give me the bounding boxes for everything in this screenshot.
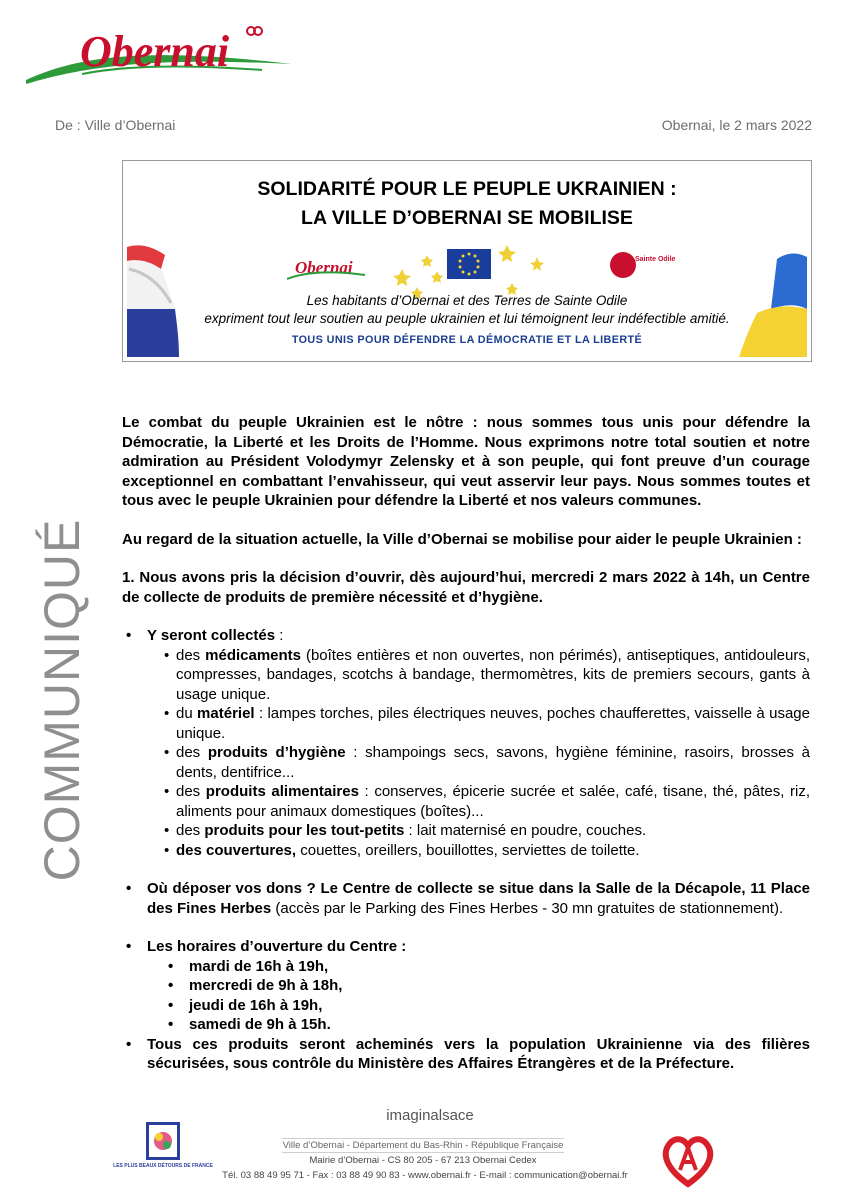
banner-title: [123, 175, 811, 233]
collected-heading: [122, 626, 810, 646]
list-item: • des produits pour les tout-petits : lait maternisé en poudre, couches.: [122, 821, 810, 841]
collected-colon: :: [275, 627, 284, 644]
banner-line2: expriment tout leur soutien au peuple ukrainien et lui témoignent leur indéfectible amitié.: [204, 311, 730, 326]
list-item: • du matériel : lampes torches, piles électriques neuves, poches chaufferettes, vaisselle à usage unique.: [122, 704, 810, 743]
sender: De : Ville d’Obernai: [55, 117, 176, 133]
where-paragraph: • Où déposer vos dons ? Le Centre de collecte se situe dans la Salle de la Décapole, 11 Place des Fines Herbes (accès par le Parking des Fines Herbes - 30 mn gratuites de stationnement).: [122, 879, 810, 918]
beaux-detours-text: LES PLUS BEAUX DÉTOURS DE FRANCE: [113, 1163, 213, 1169]
hours-heading: • Les horaires d’ouverture du Centre :: [122, 937, 810, 957]
obernai-logo: [22, 18, 302, 90]
banner-title-line2: LA VILLE D’OBERNAI SE MOBILISE: [301, 207, 633, 229]
banner-obernai-logo: Obernai: [295, 258, 353, 277]
banner: [122, 160, 812, 362]
collected-label: Y seront collectés: [147, 627, 276, 644]
list-item: • des couvertures, couettes, oreillers, bouillottes, serviettes de toilette.: [122, 841, 810, 861]
alsace-logo: [658, 1130, 718, 1190]
situation-paragraph: Au regard de la situation actuelle, la Ville d’Obernai se mobilise pour aider le peuple Ukrainien :: [122, 530, 802, 548]
date: Obernai, le 2 mars 2022: [661, 117, 812, 133]
logo-text: Obernai: [80, 27, 230, 76]
imaginalsace-logo: imaginalsace: [386, 1107, 474, 1124]
hours-item: • mardi de 16h à 19h,: [122, 957, 810, 977]
banner-title-line1: SOLIDARITÉ POUR LE PEUPLE UKRAINIEN :: [257, 178, 677, 200]
hours-item: • mercredi de 9h à 18h,: [122, 976, 810, 996]
list-item: • des médicaments (boîtes entières et non ouvertes, non périmés), antiseptiques, antidouleurs, compresses, bandages, scotchs à bandage, thermomètres, kits de premiers secours, gants à usage unique.: [122, 646, 810, 705]
list-item: • des produits d’hygiène : shampoings secs, savons, hygiène féminine, rasoirs, brosses à dents, dentifrice...: [122, 743, 810, 782]
banner-line3: TOUS UNIS POUR DÉFENDRE LA DÉMOCRATIE ET LA LIBERTÉ: [291, 334, 643, 346]
footer-line1: Ville d’Obernai - Département du Bas-Rhin - République Française: [282, 1140, 564, 1151]
footer-line2: Mairie d’Obernai - CS 80 205 - 67 213 Obernai Cedex: [309, 1155, 537, 1166]
intro-paragraph: Le combat du peuple Ukrainien est le nôtre : nous sommes tous unis pour défendre la Démocratie, la Liberté et les Droits de l’Homme. Nous exprimons notre total soutien et notre admiration au Président Volodymyr Zelensky et à son peuple, qui font preuve d’un courage exceptionnel en combattant l’envahisseur, qui veut asservir leur pays. Nous sommes toutes et tous avec le peuple Ukrainien pour défendre la Liberté et nos valeurs communes.: [122, 414, 810, 509]
final-paragraph: • Tous ces produits seront acheminés vers la population Ukrainienne via des filières sécurisées, sous contrôle du Ministère des Affaires Étrangères et de la Préfecture.: [122, 1035, 810, 1074]
sainte-odile-text: Sainte Odile: [635, 256, 676, 263]
communique-body: [122, 413, 810, 1074]
footer-line3: Tél. 03 88 49 95 71 - Fax : 03 88 49 90 83 - www.obernai.fr - E-mail : communication@obernai.fr: [222, 1170, 628, 1181]
hours-item: • samedi de 9h à 15h.: [122, 1015, 810, 1035]
list-item: • des produits alimentaires : conserves, épicerie sucrée et salée, café, tisane, thé, pâtes, riz, aliments pour animaux domestiques (boîtes)...: [122, 782, 810, 821]
sainte-odile-logo: [610, 252, 636, 278]
decision-paragraph: 1. Nous avons pris la décision d’ouvrir, dès aujourd’hui, mercredi 2 mars 2022 à 14h, un Centre de collecte de produits de première nécessité et d’hygiène.: [122, 569, 810, 606]
banner-line1: Les habitants d’Obernai et des Terres de Sainte Odile: [306, 293, 628, 308]
hours-item: • jeudi de 16h à 19h,: [122, 996, 810, 1016]
communique-label: COMMUNIQUÉ: [34, 518, 90, 882]
beaux-detours-logo: [113, 1122, 213, 1182]
